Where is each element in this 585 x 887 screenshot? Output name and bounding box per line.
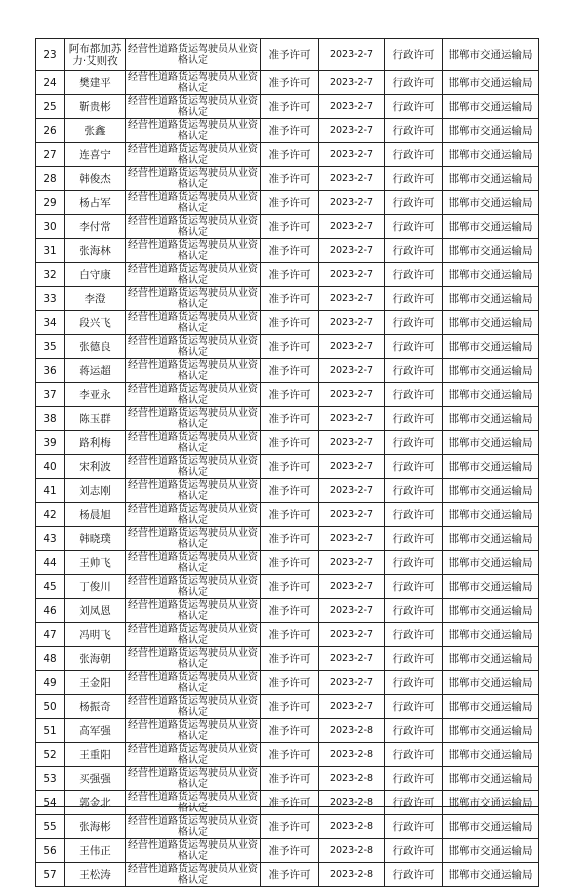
issuing-authority: 邯郸市交通运输局: [443, 623, 539, 647]
license-category: 行政许可: [385, 263, 443, 287]
applicant-name: 王帅飞: [65, 551, 126, 575]
applicant-name: 连喜宁: [65, 143, 126, 167]
license-item: 经营性道路货运驾驶员从业资格认定: [126, 287, 261, 311]
license-category: 行政许可: [385, 311, 443, 335]
table-row: [36, 527, 539, 551]
applicant-name: 段兴飞: [65, 311, 126, 335]
table-row: [36, 623, 539, 647]
decision-date: 2023-2-7: [319, 335, 385, 359]
issuing-authority: 邯郸市交通运输局: [443, 359, 539, 383]
license-category: 行政许可: [385, 455, 443, 479]
applicant-name: 杨振奇: [65, 695, 126, 719]
decision-date: 2023-2-7: [319, 311, 385, 335]
decision-date: 2023-2-7: [319, 383, 385, 407]
row-number: 37: [36, 383, 65, 407]
table-row: [36, 647, 539, 671]
license-item: 经营性道路货运驾驶员从业资格认定: [126, 167, 261, 191]
table-row: [36, 503, 539, 527]
license-item: 经营性道路货运驾驶员从业资格认定: [126, 671, 261, 695]
decision-result: 准予许可: [261, 71, 319, 95]
row-number: 35: [36, 335, 65, 359]
table-row: [36, 695, 539, 719]
applicant-name: 李亚永: [65, 383, 126, 407]
decision-date: 2023-2-7: [319, 623, 385, 647]
issuing-authority: 邯郸市交通运输局: [443, 263, 539, 287]
decision-date: 2023-2-8: [319, 767, 385, 791]
table-row: [36, 791, 539, 815]
row-number: 29: [36, 191, 65, 215]
decision-date: 2023-2-7: [319, 359, 385, 383]
decision-date: 2023-2-7: [319, 455, 385, 479]
decision-result: 准予许可: [261, 431, 319, 455]
license-item: 经营性道路货运驾驶员从业资格认定: [126, 119, 261, 143]
license-item: 经营性道路货运驾驶员从业资格认定: [126, 719, 261, 743]
decision-result: 准予许可: [261, 575, 319, 599]
row-number: 57: [36, 863, 65, 887]
decision-date: 2023-2-7: [319, 551, 385, 575]
table-row: [36, 479, 539, 503]
applicant-name: 路利梅: [65, 431, 126, 455]
decision-date: 2023-2-7: [319, 39, 385, 71]
table-row: [36, 71, 539, 95]
row-number: 39: [36, 431, 65, 455]
license-category: 行政许可: [385, 839, 443, 863]
issuing-authority: 邯郸市交通运输局: [443, 167, 539, 191]
decision-date: 2023-2-7: [319, 575, 385, 599]
table-row: [36, 455, 539, 479]
table-row: [36, 335, 539, 359]
decision-result: 准予许可: [261, 551, 319, 575]
license-item: 经营性道路货运驾驶员从业资格认定: [126, 599, 261, 623]
applicant-name: 张海朝: [65, 647, 126, 671]
license-category: 行政许可: [385, 815, 443, 839]
license-category: 行政许可: [385, 119, 443, 143]
applicant-name: 王伟正: [65, 839, 126, 863]
license-category: 行政许可: [385, 71, 443, 95]
decision-date: 2023-2-7: [319, 407, 385, 431]
issuing-authority: 邯郸市交通运输局: [443, 143, 539, 167]
issuing-authority: 邯郸市交通运输局: [443, 695, 539, 719]
applicant-name: 王重阳: [65, 743, 126, 767]
license-item: 经营性道路货运驾驶员从业资格认定: [126, 839, 261, 863]
license-category: 行政许可: [385, 743, 443, 767]
license-item: 经营性道路货运驾驶员从业资格认定: [126, 359, 261, 383]
license-table: [35, 38, 539, 887]
row-number: 50: [36, 695, 65, 719]
license-item: 经营性道路货运驾驶员从业资格认定: [126, 647, 261, 671]
applicant-name: 杨占军: [65, 191, 126, 215]
decision-date: 2023-2-7: [319, 215, 385, 239]
row-number: 43: [36, 527, 65, 551]
decision-date: 2023-2-8: [319, 719, 385, 743]
license-item: 经营性道路货运驾驶员从业资格认定: [126, 311, 261, 335]
license-item: 经营性道路货运驾驶员从业资格认定: [126, 575, 261, 599]
license-category: 行政许可: [385, 431, 443, 455]
decision-result: 准予许可: [261, 287, 319, 311]
issuing-authority: 邯郸市交通运输局: [443, 39, 539, 71]
decision-result: 准予许可: [261, 239, 319, 263]
table-row: [36, 263, 539, 287]
decision-date: 2023-2-8: [319, 839, 385, 863]
issuing-authority: 邯郸市交通运输局: [443, 767, 539, 791]
row-number: 55: [36, 815, 65, 839]
row-number: 49: [36, 671, 65, 695]
applicant-name: 陈玉群: [65, 407, 126, 431]
row-number: 25: [36, 95, 65, 119]
row-number: 46: [36, 599, 65, 623]
license-category: 行政许可: [385, 575, 443, 599]
applicant-name: 杨晨旭: [65, 503, 126, 527]
decision-result: 准予许可: [261, 527, 319, 551]
decision-result: 准予许可: [261, 39, 319, 71]
row-number: 51: [36, 719, 65, 743]
license-category: 行政许可: [385, 383, 443, 407]
table-row: [36, 863, 539, 887]
decision-date: 2023-2-7: [319, 287, 385, 311]
decision-date: 2023-2-8: [319, 743, 385, 767]
license-category: 行政许可: [385, 695, 443, 719]
row-number: 34: [36, 311, 65, 335]
license-category: 行政许可: [385, 671, 443, 695]
issuing-authority: 邯郸市交通运输局: [443, 503, 539, 527]
license-item: 经营性道路货运驾驶员从业资格认定: [126, 215, 261, 239]
row-number: 52: [36, 743, 65, 767]
table-row: [36, 143, 539, 167]
license-category: 行政许可: [385, 719, 443, 743]
issuing-authority: 邯郸市交通运输局: [443, 335, 539, 359]
decision-result: 准予许可: [261, 407, 319, 431]
table-row: [36, 239, 539, 263]
license-item: 经营性道路货运驾驶员从业资格认定: [126, 695, 261, 719]
license-category: 行政许可: [385, 407, 443, 431]
decision-result: 准予许可: [261, 479, 319, 503]
license-item: 经营性道路货运驾驶员从业资格认定: [126, 143, 261, 167]
row-number: 56: [36, 839, 65, 863]
row-number: 33: [36, 287, 65, 311]
applicant-name: 买强强: [65, 767, 126, 791]
decision-result: 准予许可: [261, 95, 319, 119]
decision-result: 准予许可: [261, 167, 319, 191]
issuing-authority: 邯郸市交通运输局: [443, 647, 539, 671]
issuing-authority: 邯郸市交通运输局: [443, 215, 539, 239]
license-item: 经营性道路货运驾驶员从业资格认定: [126, 383, 261, 407]
applicant-name: 王金阳: [65, 671, 126, 695]
license-item: 经营性道路货运驾驶员从业资格认定: [126, 407, 261, 431]
issuing-authority: 邯郸市交通运输局: [443, 287, 539, 311]
decision-result: 准予许可: [261, 863, 319, 887]
applicant-name: 张鑫: [65, 119, 126, 143]
license-item: 经营性道路货运驾驶员从业资格认定: [126, 863, 261, 887]
row-number: 30: [36, 215, 65, 239]
license-item: 经营性道路货运驾驶员从业资格认定: [126, 527, 261, 551]
license-category: 行政许可: [385, 791, 443, 815]
row-number: 26: [36, 119, 65, 143]
table-row: [36, 431, 539, 455]
decision-result: 准予许可: [261, 743, 319, 767]
decision-date: 2023-2-7: [319, 479, 385, 503]
applicant-name: 靳贵彬: [65, 95, 126, 119]
decision-date: 2023-2-8: [319, 815, 385, 839]
issuing-authority: 邯郸市交通运输局: [443, 863, 539, 887]
row-number: 32: [36, 263, 65, 287]
decision-date: 2023-2-7: [319, 119, 385, 143]
decision-date: 2023-2-7: [319, 671, 385, 695]
issuing-authority: 邯郸市交通运输局: [443, 71, 539, 95]
issuing-authority: 邯郸市交通运输局: [443, 575, 539, 599]
table-row: [36, 359, 539, 383]
applicant-name: 韩俊杰: [65, 167, 126, 191]
license-category: 行政许可: [385, 623, 443, 647]
license-item: 经营性道路货运驾驶员从业资格认定: [126, 815, 261, 839]
license-category: 行政许可: [385, 95, 443, 119]
license-category: 行政许可: [385, 239, 443, 263]
row-number: 42: [36, 503, 65, 527]
issuing-authority: 邯郸市交通运输局: [443, 407, 539, 431]
table-row: [36, 551, 539, 575]
table-row: [36, 167, 539, 191]
decision-date: 2023-2-8: [319, 863, 385, 887]
row-number: 24: [36, 71, 65, 95]
decision-date: 2023-2-7: [319, 95, 385, 119]
license-item: 经营性道路货运驾驶员从业资格认定: [126, 767, 261, 791]
decision-result: 准予许可: [261, 695, 319, 719]
license-category: 行政许可: [385, 647, 443, 671]
decision-result: 准予许可: [261, 815, 319, 839]
table-row: [36, 767, 539, 791]
license-category: 行政许可: [385, 215, 443, 239]
issuing-authority: 邯郸市交通运输局: [443, 479, 539, 503]
decision-result: 准予许可: [261, 191, 319, 215]
table-row: [36, 119, 539, 143]
row-number: 28: [36, 167, 65, 191]
license-category: 行政许可: [385, 335, 443, 359]
decision-date: 2023-2-8: [319, 791, 385, 815]
decision-result: 准予许可: [261, 383, 319, 407]
applicant-name: 李澄: [65, 287, 126, 311]
applicant-name: 白守康: [65, 263, 126, 287]
table-row: [36, 287, 539, 311]
row-number: 36: [36, 359, 65, 383]
decision-result: 准予许可: [261, 503, 319, 527]
table-row: [36, 215, 539, 239]
decision-result: 准予许可: [261, 311, 319, 335]
issuing-authority: 邯郸市交通运输局: [443, 239, 539, 263]
decision-result: 准予许可: [261, 791, 319, 815]
license-category: 行政许可: [385, 551, 443, 575]
table-row: [36, 815, 539, 839]
decision-date: 2023-2-7: [319, 527, 385, 551]
license-category: 行政许可: [385, 191, 443, 215]
license-category: 行政许可: [385, 503, 443, 527]
table-row: [36, 95, 539, 119]
table-row: [36, 575, 539, 599]
applicant-name: 丁俊川: [65, 575, 126, 599]
issuing-authority: 邯郸市交通运输局: [443, 95, 539, 119]
applicant-name: 阿布都加苏力·艾则孜: [65, 39, 126, 71]
table-row: [36, 191, 539, 215]
license-item: 经营性道路货运驾驶员从业资格认定: [126, 623, 261, 647]
issuing-authority: 邯郸市交通运输局: [443, 119, 539, 143]
license-category: 行政许可: [385, 599, 443, 623]
license-category: 行政许可: [385, 359, 443, 383]
decision-date: 2023-2-7: [319, 263, 385, 287]
license-item: 经营性道路货运驾驶员从业资格认定: [126, 239, 261, 263]
issuing-authority: 邯郸市交通运输局: [443, 599, 539, 623]
decision-result: 准予许可: [261, 143, 319, 167]
row-number: 45: [36, 575, 65, 599]
row-number: 44: [36, 551, 65, 575]
license-item: 经营性道路货运驾驶员从业资格认定: [126, 791, 261, 815]
decision-result: 准予许可: [261, 263, 319, 287]
issuing-authority: 邯郸市交通运输局: [443, 839, 539, 863]
license-category: 行政许可: [385, 767, 443, 791]
license-item: 经营性道路货运驾驶员从业资格认定: [126, 39, 261, 71]
issuing-authority: 邯郸市交通运输局: [443, 743, 539, 767]
license-category: 行政许可: [385, 287, 443, 311]
table-body: [36, 39, 539, 887]
table-row: [36, 599, 539, 623]
row-number: 40: [36, 455, 65, 479]
decision-result: 准予许可: [261, 359, 319, 383]
license-category: 行政许可: [385, 527, 443, 551]
decision-date: 2023-2-7: [319, 143, 385, 167]
decision-date: 2023-2-7: [319, 695, 385, 719]
license-category: 行政许可: [385, 863, 443, 887]
applicant-name: 宋利波: [65, 455, 126, 479]
issuing-authority: 邯郸市交通运输局: [443, 431, 539, 455]
applicant-name: 张德良: [65, 335, 126, 359]
decision-date: 2023-2-7: [319, 191, 385, 215]
applicant-name: 樊建平: [65, 71, 126, 95]
decision-date: 2023-2-7: [319, 239, 385, 263]
decision-date: 2023-2-7: [319, 431, 385, 455]
license-category: 行政许可: [385, 39, 443, 71]
applicant-name: 刘志刚: [65, 479, 126, 503]
table-row: [36, 671, 539, 695]
decision-result: 准予许可: [261, 767, 319, 791]
table-row: [36, 839, 539, 863]
license-item: 经营性道路货运驾驶员从业资格认定: [126, 191, 261, 215]
license-item: 经营性道路货运驾驶员从业资格认定: [126, 431, 261, 455]
decision-result: 准予许可: [261, 119, 319, 143]
applicant-name: 冯明飞: [65, 623, 126, 647]
issuing-authority: 邯郸市交通运输局: [443, 455, 539, 479]
row-number: 27: [36, 143, 65, 167]
table-row: [36, 311, 539, 335]
license-category: 行政许可: [385, 143, 443, 167]
decision-date: 2023-2-7: [319, 599, 385, 623]
row-number: 47: [36, 623, 65, 647]
issuing-authority: 邯郸市交通运输局: [443, 551, 539, 575]
license-category: 行政许可: [385, 479, 443, 503]
license-item: 经营性道路货运驾驶员从业资格认定: [126, 479, 261, 503]
decision-result: 准予许可: [261, 623, 319, 647]
applicant-name: 张海林: [65, 239, 126, 263]
license-item: 经营性道路货运驾驶员从业资格认定: [126, 71, 261, 95]
applicant-name: 高军强: [65, 719, 126, 743]
table-row: [36, 743, 539, 767]
decision-result: 准予许可: [261, 671, 319, 695]
issuing-authority: 邯郸市交通运输局: [443, 815, 539, 839]
page-bottom-rule: [35, 806, 538, 807]
applicant-name: 张海彬: [65, 815, 126, 839]
license-item: 经营性道路货运驾驶员从业资格认定: [126, 95, 261, 119]
table-row: [36, 383, 539, 407]
license-item: 经营性道路货运驾驶员从业资格认定: [126, 503, 261, 527]
decision-result: 准予许可: [261, 599, 319, 623]
applicant-name: 王松涛: [65, 863, 126, 887]
decision-date: 2023-2-7: [319, 647, 385, 671]
issuing-authority: 邯郸市交通运输局: [443, 791, 539, 815]
license-item: 经营性道路货运驾驶员从业资格认定: [126, 743, 261, 767]
row-number: 54: [36, 791, 65, 815]
decision-result: 准予许可: [261, 839, 319, 863]
row-number: 48: [36, 647, 65, 671]
table-row: [36, 719, 539, 743]
row-number: 53: [36, 767, 65, 791]
row-number: 41: [36, 479, 65, 503]
license-item: 经营性道路货运驾驶员从业资格认定: [126, 335, 261, 359]
decision-result: 准予许可: [261, 455, 319, 479]
license-item: 经营性道路货运驾驶员从业资格认定: [126, 551, 261, 575]
decision-result: 准予许可: [261, 335, 319, 359]
row-number: 23: [36, 39, 65, 71]
decision-date: 2023-2-7: [319, 503, 385, 527]
decision-result: 准予许可: [261, 215, 319, 239]
applicant-name: 郭金北: [65, 791, 126, 815]
table-row: [36, 407, 539, 431]
issuing-authority: 邯郸市交通运输局: [443, 671, 539, 695]
row-number: 31: [36, 239, 65, 263]
license-item: 经营性道路货运驾驶员从业资格认定: [126, 263, 261, 287]
decision-result: 准予许可: [261, 647, 319, 671]
issuing-authority: 邯郸市交通运输局: [443, 527, 539, 551]
applicant-name: 韩晓璞: [65, 527, 126, 551]
table-row: [36, 39, 539, 71]
issuing-authority: 邯郸市交通运输局: [443, 191, 539, 215]
issuing-authority: 邯郸市交通运输局: [443, 311, 539, 335]
applicant-name: 蒋运超: [65, 359, 126, 383]
applicant-name: 李付常: [65, 215, 126, 239]
decision-result: 准予许可: [261, 719, 319, 743]
issuing-authority: 邯郸市交通运输局: [443, 383, 539, 407]
row-number: 38: [36, 407, 65, 431]
decision-date: 2023-2-7: [319, 167, 385, 191]
license-item: 经营性道路货运驾驶员从业资格认定: [126, 455, 261, 479]
decision-date: 2023-2-7: [319, 71, 385, 95]
issuing-authority: 邯郸市交通运输局: [443, 719, 539, 743]
applicant-name: 刘凤恩: [65, 599, 126, 623]
license-category: 行政许可: [385, 167, 443, 191]
